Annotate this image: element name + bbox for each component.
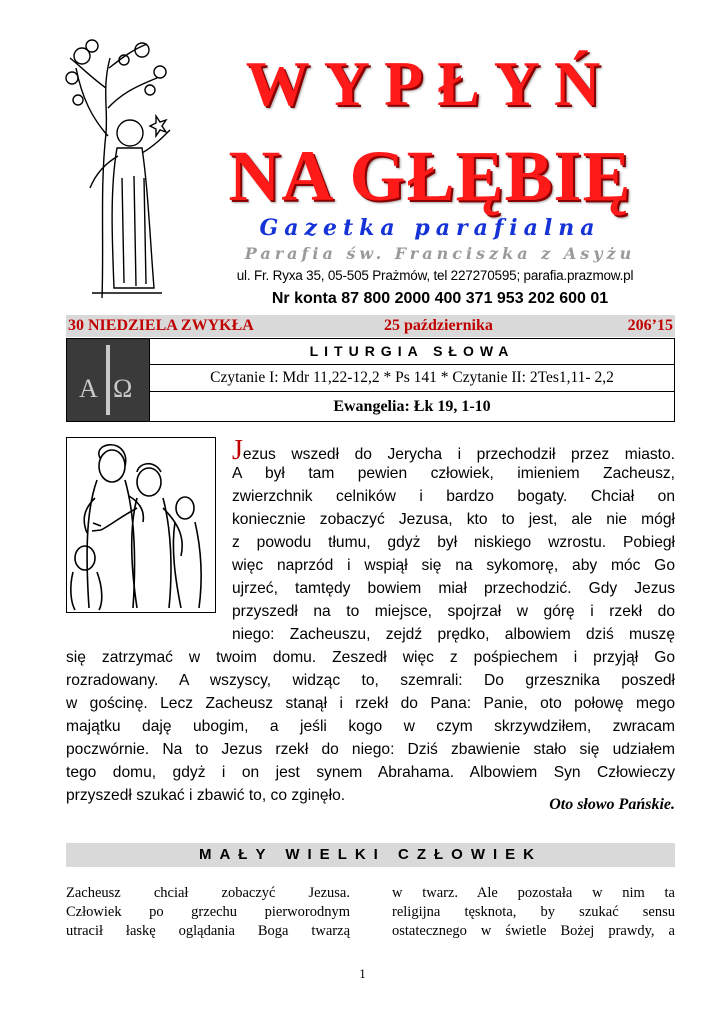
article-left-line: utracił łaskę oglądania Boga twarzą xyxy=(66,923,350,939)
gospel-line: tego domu, gdyż i on jest synem Abrahama. Albowiem Syn Człowieczy xyxy=(66,764,675,781)
parish-address: ul. Fr. Ryxa 35, 05-505 Prażmów, tel 227270595; parafia.prazmow.pl xyxy=(236,268,634,283)
masthead-title-line1: WYPŁYŃ xyxy=(245,48,615,119)
section-title: MAŁY WIELKI CZŁOWIEK xyxy=(66,843,675,867)
article-left-line: Zacheusz chciał zobaczyć Jezusa. xyxy=(66,885,350,901)
gospel-line: się zatrzymać w twoim domu. Zeszedł więc z pośpiechem i przyjął Go xyxy=(66,649,675,666)
gospel-line: w gościnę. Lecz Zacheusz stanął i rzekł do Pana: Panie, oto połowę mego xyxy=(66,695,675,712)
gospel-line: z powodu tłumu, gdyż był niskiego wzrostu. Pobiegł xyxy=(232,534,675,551)
gospel-line: koniecznie zobaczyć Jezusa, kto to jest, ale nie mógł xyxy=(232,511,675,528)
gospel-line: niego: Zacheuszu, zejdź prędko, albowiem dziś muszę xyxy=(232,626,675,643)
gospel-closing: Oto słowo Pańskie. xyxy=(549,796,675,813)
date-bar xyxy=(66,315,675,337)
masthead-subtitle: Gazetka parafialna xyxy=(259,215,601,241)
svg-text:A: A xyxy=(79,374,98,403)
liturgy-table xyxy=(66,338,675,422)
gospel-line: ujrzeć, tamtędy bowiem miał przechodzić. Gdy Jezus xyxy=(232,580,675,597)
gospel-line: zwierzchnik celników i bardzo bogaty. Chciał on xyxy=(232,488,675,505)
alpha-omega-cross-icon xyxy=(67,339,149,421)
gospel-line: poczwórnie. Na to Jezus rzekł do niego: Dziś zbawienie stało się udziałem xyxy=(66,741,675,758)
page-number: 1 xyxy=(359,966,366,981)
gospel-dropcap: J xyxy=(232,435,243,466)
article-right-line: ostatecznego w świetle Bożej prawdy, a xyxy=(392,923,675,939)
gospel-line: A był tam pewien człowiek, imieniem Zacheusz, xyxy=(232,465,675,482)
gospel-line: przyszedł szukać i zbawić to, co zginęło. xyxy=(66,787,346,804)
bank-account: Nr konta 87 800 2000 400 371 953 202 600 01 xyxy=(271,290,609,307)
issue-date: 25 października xyxy=(384,317,493,334)
parish-name: Parafia św. Franciszka z Asyżu xyxy=(244,244,636,263)
sunday-label: 30 NIEDZIELA ZWYKŁA xyxy=(68,317,254,334)
masthead-title-line2: NA GŁĘBIĘ xyxy=(228,136,632,216)
article-right-line: religijna tęsknota, by szukać sensu xyxy=(392,904,675,920)
liturgy-readings: Czytanie I: Mdr 11,22-12,2 * Ps 141 * Czytanie II: 2Tes1,11- 2,2 xyxy=(149,365,674,392)
st-francis-tree-icon xyxy=(62,38,182,300)
gospel-line: rozradowany. A wszyscy, widząc to, szemrali: Do grzesznika poszedł xyxy=(66,672,675,689)
gospel-line: Jezus wszedł do Jerycha i przechodził przez miasto. xyxy=(232,435,675,466)
liturgy-gospel-reference: Ewangelia: Łk 19, 1-10 xyxy=(149,392,674,421)
article-right-line: w twarz. Ale pozostała w nim ta xyxy=(392,885,675,901)
issue-number: 206’15 xyxy=(627,317,673,334)
gospel-line: majątku daję ubogim, a jeśli kogo w czym skrzywdziłem, zwracam xyxy=(66,718,675,735)
gospel-line: przyszedł na to miejsce, spojrzał w górę i rzekł do xyxy=(232,603,675,620)
article-left-line: Człowiek po grzechu pierworodnym xyxy=(66,904,350,920)
liturgy-heading: LITURGIA SŁOWA xyxy=(149,339,674,365)
gospel-line: więc naprzód i wspiął się na sykomorę, aby móc Go xyxy=(232,557,675,574)
jesus-and-zacchaeus-drawing xyxy=(66,437,216,613)
svg-text:Ω: Ω xyxy=(113,374,133,403)
